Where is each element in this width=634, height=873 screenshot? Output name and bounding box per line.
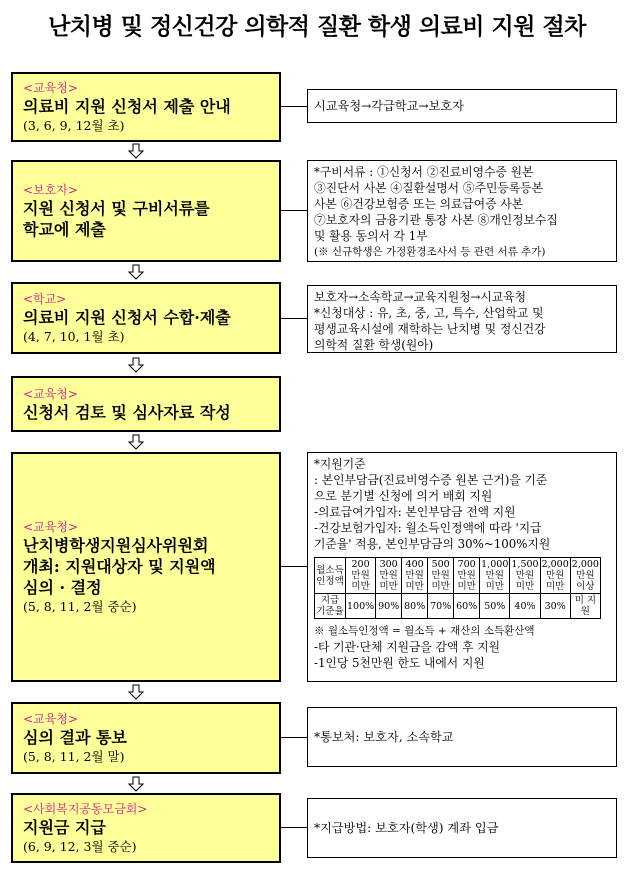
- step-3-agency: <학교>: [23, 292, 67, 306]
- note-3-line: 평생교육시설에 재학하는 난치병 및 정신건강: [314, 322, 546, 336]
- note-step-6: [307, 707, 617, 767]
- note-step-3: [307, 285, 617, 353]
- table-cell: 90%: [376, 594, 402, 619]
- step-2-box: [11, 160, 281, 262]
- table-cell: 지급 기준율: [316, 595, 344, 617]
- connector-line: [281, 737, 307, 738]
- note-5-line: -타 기관·단체 지원금을 감액 후 지원: [314, 640, 501, 654]
- step-2-title-line1: 지원 신청서 및 구비서류를: [23, 199, 210, 218]
- table-header-cell: 200 만원 미만: [346, 558, 376, 594]
- note-2-line: (※ 신규학생은 가정환경조사서 등 관련 서류 추가): [314, 246, 546, 258]
- connector-line: [281, 827, 307, 828]
- note-5-line: -1인당 5천만원 한도 내에서 지원: [314, 656, 485, 670]
- step-5-period: (5, 8, 11, 2월 중순): [23, 599, 137, 614]
- step-2-title-line2: 학교에 제출: [23, 220, 106, 239]
- note-step-5: [307, 452, 617, 682]
- step-1-title: 의료비 지원 신청서 제출 안내: [23, 97, 231, 116]
- table-header-cell: 2,000 만원 미만: [541, 559, 569, 592]
- note-2-line: *구비서류 : ①신청서 ②진료비영수증 원본: [314, 165, 534, 179]
- step-5-title-line2: 개최: 지원대상자 및 지원액: [23, 557, 216, 576]
- connector-line: [281, 210, 307, 211]
- note-step-7: [307, 798, 617, 858]
- step-7-agency: <사회복지공동모금회>: [23, 802, 148, 816]
- table-cell: 60%: [454, 594, 480, 619]
- step-4-box: [11, 376, 281, 432]
- note-2-line: 사본 ⑥건강보험증 또는 의료급여증 사본: [314, 197, 524, 211]
- note-2-line: ③진단서 사본 ④질환설명서 ⑤주민등록등본: [314, 181, 543, 195]
- note-2-line: 및 활용 동의서 각 1부: [314, 229, 428, 243]
- connector-line: [281, 566, 307, 567]
- table-cell: 70%: [428, 594, 454, 619]
- note-7-line: *지급방법: 보호자(학생) 계좌 입금: [314, 821, 499, 835]
- note-5-line: -건강보험가입자: 월소득인정액에 따라 '지급: [314, 521, 542, 535]
- down-arrow-icon: [128, 143, 144, 159]
- table-cell: 30%: [540, 594, 570, 619]
- table-header-cell: 1,000 만원 미만: [481, 559, 509, 592]
- table-cell: 미 지원: [570, 594, 600, 619]
- note-5-line: : 본인부담금(진료비영수증 원본 근거)을 기준: [314, 473, 548, 487]
- note-3-line: *신청대상 : 유, 초, 중, 고, 특수, 산업학교 및: [314, 306, 544, 320]
- table-row: [315, 558, 601, 594]
- step-5-title-line3: 심의 · 결정: [23, 578, 102, 597]
- table-header-cell: 2,000 만원 이상: [571, 559, 599, 592]
- note-3-line: 보호자→소속학교→교육지원청→시교육청: [314, 290, 526, 304]
- down-arrow-icon: [128, 357, 144, 373]
- note-5-line: ※ 월소득인정액 = 월소득 + 재산의 소득환산액: [314, 625, 535, 637]
- step-5-title-line1: 난치병학생지원심사위원회: [23, 536, 209, 555]
- step-1-agency: <교육청>: [23, 81, 78, 95]
- note-5-line: 으로 분기별 신청에 의거 배회 지원: [314, 489, 493, 503]
- step-6-box: [11, 702, 281, 774]
- note-step-2: [307, 160, 617, 262]
- table-cell: 50%: [480, 594, 510, 619]
- table-header-cell: 400 만원 미만: [402, 558, 428, 594]
- note-5-line: -의료급여가입자: 본인부담금 전액 지원: [314, 505, 516, 519]
- table-header-cell: 1,500 만원 미만: [511, 559, 539, 592]
- connector-line: [281, 318, 307, 319]
- step-3-period: (4, 7, 10, 1월 초): [23, 329, 125, 344]
- table-cell: 40%: [510, 594, 540, 619]
- step-5-box: [11, 452, 281, 682]
- step-6-title: 심의 결과 통보: [23, 728, 127, 747]
- step-4-title: 신청서 검토 및 심사자료 작성: [23, 402, 231, 422]
- table-header-cell: 500 만원 미만: [428, 558, 454, 594]
- page-title: 난치병 및 정신건강 의학적 질환 학생 의료비 지원 절차: [48, 14, 586, 40]
- note-2-line: ⑦보호자의 금융기관 통장 사본 ⑧개인정보수집: [314, 213, 558, 227]
- note-3-line: 의학적 질환 학생(원아): [314, 338, 434, 352]
- step-4-agency: <교육청>: [23, 386, 78, 401]
- step-1-period: (3, 6, 9, 12월 초): [23, 118, 125, 133]
- table-header-cell: 700 만원 미만: [454, 558, 480, 594]
- note-step-1: [307, 89, 617, 123]
- down-arrow-icon: [128, 264, 144, 280]
- down-arrow-icon: [128, 434, 144, 450]
- step-3-title: 의료비 지원 신청서 수합·제출: [23, 308, 231, 327]
- step-2-agency: <보호자>: [23, 183, 78, 197]
- step-7-title: 지원금 지급: [23, 818, 106, 837]
- step-6-agency: <교육청>: [23, 712, 78, 726]
- table-cell: 100%: [346, 594, 376, 619]
- table-header-cell: 300 만원 미만: [376, 558, 402, 594]
- step-7-box: [11, 793, 281, 863]
- table-header-cell: 월소득 인정액: [315, 558, 346, 594]
- down-arrow-icon: [128, 684, 144, 700]
- support-rate-table: [314, 557, 601, 619]
- step-3-box: [11, 282, 281, 354]
- note-6-line: *통보처: 보호자, 소속학교: [314, 730, 454, 744]
- note-5-line: 기준율' 적용, 본인부담금의 30%~100%지원: [314, 537, 551, 551]
- step-5-agency: <교육청>: [23, 520, 78, 534]
- connector-line: [281, 106, 307, 107]
- table-cell: 80%: [402, 594, 428, 619]
- step-6-period: (5, 8, 11, 2월 말): [23, 749, 125, 764]
- step-1-box: [11, 72, 281, 142]
- step-7-period: (6, 9, 12, 3월 중순): [23, 839, 137, 854]
- note-1-line: 시교육청→각급학교→보호자: [314, 99, 464, 113]
- note-5-line: *지원기준: [314, 457, 366, 471]
- down-arrow-icon: [128, 776, 144, 792]
- table-row: [315, 594, 601, 619]
